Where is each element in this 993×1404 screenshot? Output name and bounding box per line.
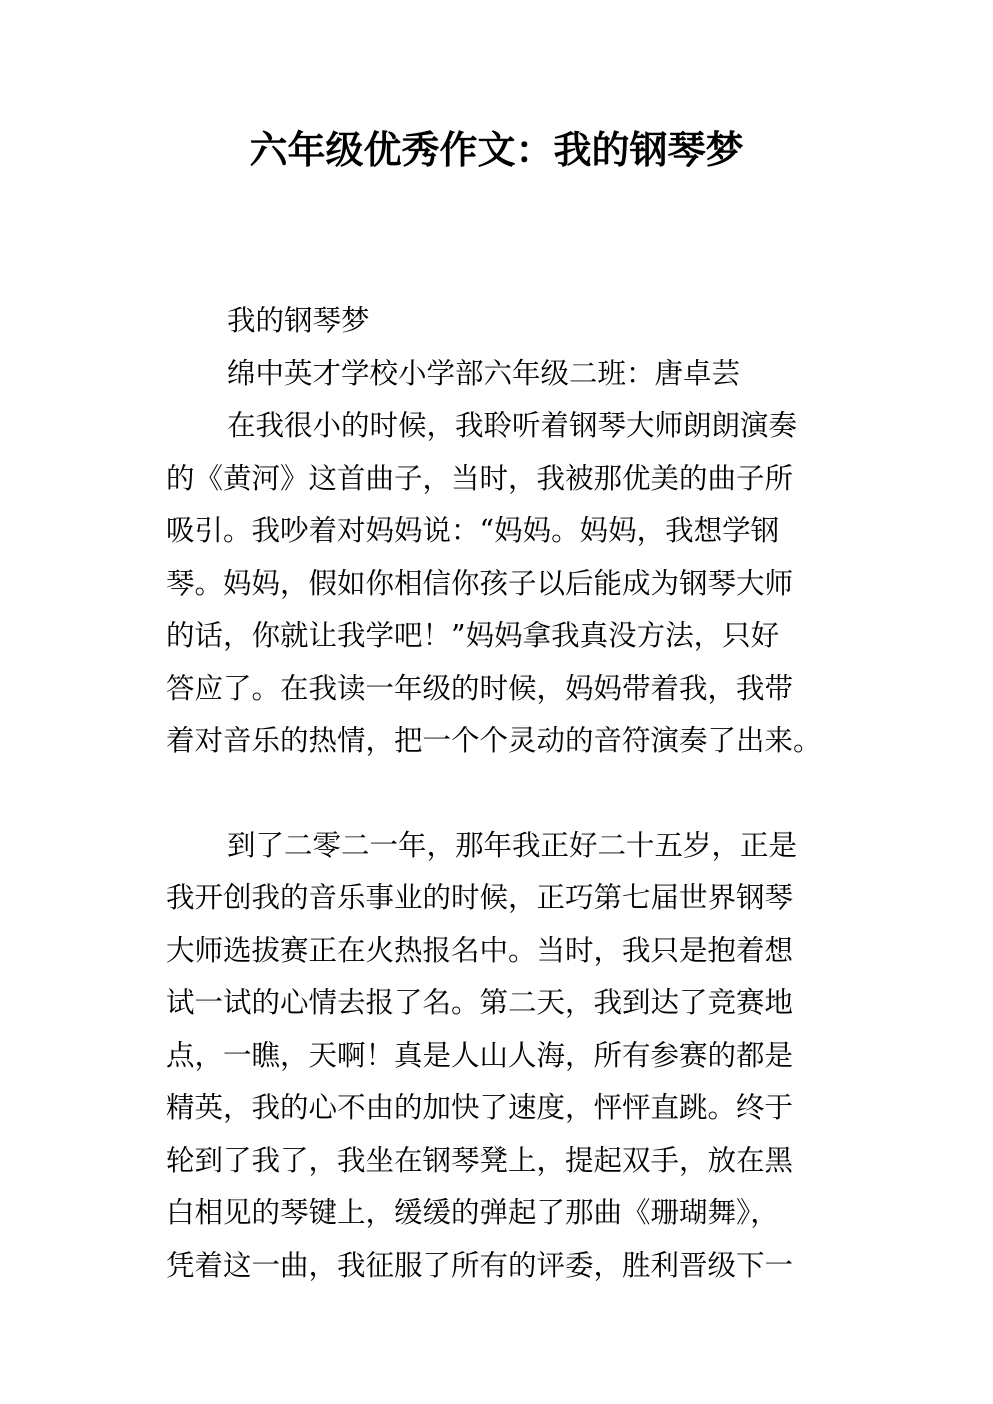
paragraph-line: 点，一瞧，天啊！真是人山人海，所有参赛的都是	[166, 1038, 794, 1072]
paragraph-line: 凭着这一曲，我征服了所有的评委，胜利晋级下一	[166, 1248, 794, 1282]
paragraph-line: 的《黄河》这首曲子，当时，我被那优美的曲子所	[166, 461, 794, 495]
paragraph-1	[166, 400, 831, 768]
paragraph-gap	[166, 768, 831, 820]
document-title: 六年级优秀作文：我的钢琴梦	[249, 128, 744, 172]
paragraph-line: 轮到了我了，我坐在钢琴凳上，提起双手，放在黑	[166, 1143, 794, 1177]
paragraph-line: 到了二零二一年，那年我正好二十五岁，正是	[227, 828, 798, 862]
essay-subtitle: 我的钢琴梦	[227, 304, 370, 337]
paragraph-line: 的话，你就让我学吧！”妈妈拿我真没方法，只好	[166, 619, 780, 652]
paragraph-line: 我开创我的音乐事业的时候，正巧第七届世界钢琴	[166, 881, 794, 914]
paragraph-line: 在我很小的时候，我聆听着钢琴大师朗朗演奏	[227, 409, 798, 442]
paragraph-line: 着对音乐的热情，把一个个灵动的音符演奏了出来。	[166, 724, 822, 757]
paragraph-2	[166, 820, 831, 1293]
paragraph-line: 试一试的心情去报了名。第二天，我到达了竞赛地	[166, 986, 794, 1019]
paragraph-line: 精英，我的心不由的加快了速度，怦怦直跳。终于	[166, 1091, 794, 1124]
document-body	[166, 295, 831, 1292]
paragraph-line: 白相见的琴键上，缓缓的弹起了那曲《珊瑚舞》，	[166, 1196, 779, 1229]
paragraph-line: 大师选拔赛正在火热报名中。当时，我只是抱着想	[166, 933, 794, 967]
paragraph-line: 吸引。我吵着对妈妈说：“妈妈。妈妈，我想学钢	[166, 514, 780, 547]
paragraph-line: 答应了。在我读一年级的时候，妈妈带着我，我带	[166, 671, 794, 705]
paragraph-line: 琴。妈妈，假如你相信你孩子以后能成为钢琴大师	[166, 566, 794, 600]
author-line: 绵中英才学校小学部六年级二班：唐卓芸	[227, 356, 741, 390]
